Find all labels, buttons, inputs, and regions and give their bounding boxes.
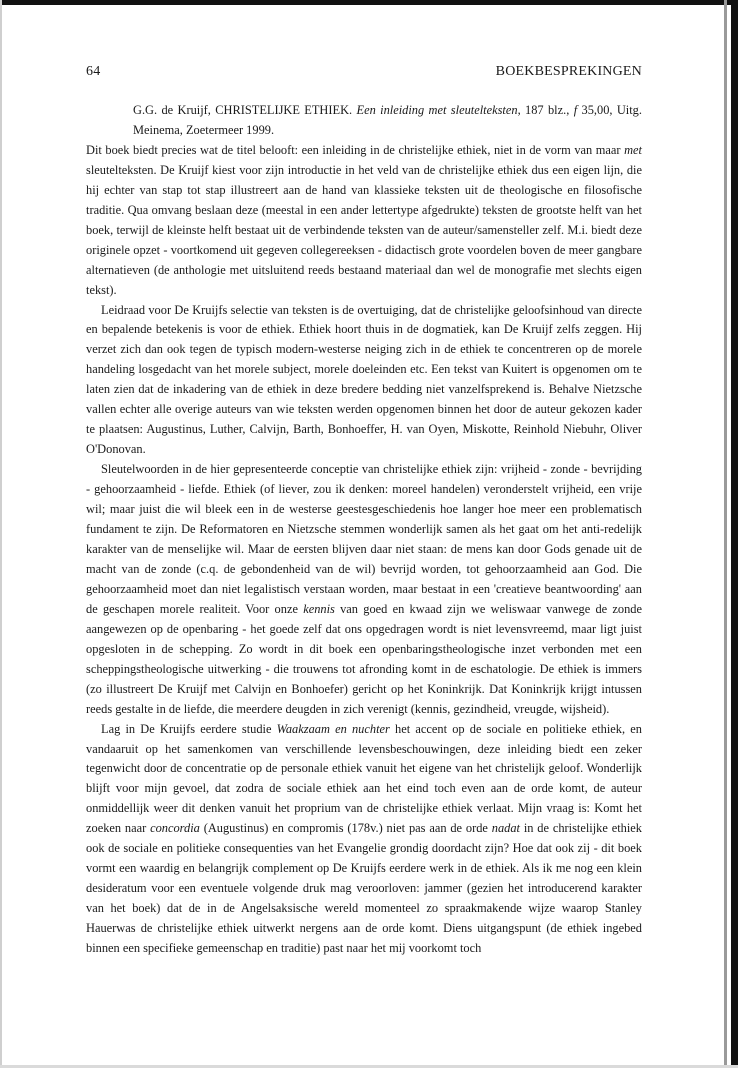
paragraph-4-text-b: het accent op de sociale en politieke ethiek, en vandaaruit op het samenkomen van verschillende levensbeschouwingen, deze inleiding biedt een zeker tegenwicht door de concentratie op de personale ethiek vanuit het eigene van het christelijk geloof. Wonderlijk blijft voor mijn gevoel, dat zodra de sociale ethiek aan het eind toch even aan de orde komt, de auteur onmiddellijk weer dit denken vanuit het proprium van de christelijke ethiek verlaat. Mijn vraag is: Komt het zoeken naar bbox=[86, 721, 642, 836]
citation-pages: , 187 blz., bbox=[517, 103, 574, 117]
scan-edge-left bbox=[0, 0, 2, 1068]
paragraph-3-text-a: Sleutelwoorden in de hier gepresenteerde conceptie van christelijke ethiek zijn: vrijheid - zonde - bevrijding - gehoorzaamheid - liefde. Ethiek (of liever, zou ik denken: moreel handelen) veronderstelt vrijheid, een vrije wil; maar juist die wil bleek een in de westerse geestesgeschiedenis hoe langer hoe meer een problematisch fundament te zijn. De Reformatoren en Nietzsche stemmen wonderlijk samen als het gaat om het anti-redelijk karakter van de menselijke wil. Maar de eersten blijven daar niet staan: de mens kan door Gods genade uit de macht van de zonde (c.q. de gebondenheid van de wil) bevrijd worden, tot gehoorzaamheid aan God. Die gehoorzaamheid moet dan niet legalistisch verstaan worden, maar bestaat in een 'creatieve beantwoording' aan de geschapen morele realiteit. Voor onze bbox=[86, 462, 642, 616]
paragraph-2 bbox=[86, 301, 642, 461]
citation-subtitle: Een inleiding met sleutelteksten bbox=[356, 103, 518, 117]
citation-author-title: G.G. de Kruijf, CHRISTELIJKE ETHIEK. bbox=[133, 103, 353, 117]
citation-publisher: 35,00, Uitg. Meinema, Zoetermeer 1999. bbox=[133, 103, 642, 137]
paragraph-2-text: Leidraad voor De Kruijfs selectie van teksten is de overtuiging, dat de christelijke geloofsinhoud van directe en bepalende betekenis is voor de ethiek. Ethiek hoort thuis in de dogmatiek, kan De Kruijf zelfs zeggen. Hij verzet zich dan ook tegen de typisch modern-westerse neiging zich in de ethiek te concentreren op de morele handeling losgedacht van het morele subject, morele doeleinden etc. Een tekst van Kuitert is opgenomen om te laten zien dat de inkadering van de ethiek in deze bredere bedding niet vanzelfsprekend is. Behalve Nietzsche vallen echter alle overige auteurs van wie teksten werden opgenomen binnen het door de auteur gekozen kader te plaatsen: Augustinus, Luther, Calvijn, Barth, Bonhoeffer, H. van Oyen, Miskotte, Reinhold Niebuhr, Oliver O'Donovan. bbox=[86, 302, 642, 457]
paragraph-4-text-d: in de christelijke ethiek ook de sociale en politieke consequenties van het Evangelie grondig doordacht zijn? Hoe dat ook zij - dit boek vormt een waardig en belangrijk complement op De Kruijfs eerdere werk in de ethiek. Als ik me nog een klein desideratum voor een eventuele volgende druk mag veroorloven: jammer (gezien het introducerend karakter van het boek) dat de in de Angelsaksische wereld momenteel zo spraakmakende wijze waarop Stanley Hauerwas de christelijke ethiek uitwerkt nergens aan de orde komt. Diens uitgangspunt (de ethiek ingebed binnen een specifieke gemeenschap en traditie) past naar het mij voorkomt toch bbox=[86, 821, 642, 956]
paragraph-3-emphasis: kennis bbox=[303, 601, 335, 616]
running-head: BOEKBESPREKINGEN bbox=[495, 64, 642, 79]
scan-edge-right bbox=[731, 0, 738, 1068]
paragraph-4-emphasis-nadat: nadat bbox=[491, 821, 520, 836]
paragraph-3 bbox=[86, 460, 642, 719]
paragraph-1-emphasis: met bbox=[624, 142, 642, 157]
page-number: 64 bbox=[86, 64, 101, 79]
review-body bbox=[86, 101, 642, 959]
citation-currency: f bbox=[573, 103, 578, 117]
paragraph-4-emphasis-concordia: concordia bbox=[150, 821, 200, 836]
paragraph-3-text-b: van goed en kwaad zijn we weliswaar vanwege de zonde aangewezen op de openbaring - het goede zelf dat ons opgedragen wordt is niet levensvreemd, maar ligt juist opgesloten in de schepping. Zo wordt in dit boek een openbaringstheologische inzet verbonden met een scheppingstheologische uitwerking - die trouwens tot afronding komt in de eschatologie. De ethiek is immers (zo illustreert De Kruijf met Calvijn en Bonhoefer) gericht op het Koninkrijk. Dat Koninkrijk krijgt intussen reeds gestalte in de liefde, die meerdere deugden in zich verenigt (kennis, gezindheid, vreugde, wijsheid). bbox=[86, 601, 642, 716]
paragraph-4-text-c: (Augustinus) en compromis (178v.) niet pas aan de orde bbox=[199, 821, 492, 836]
paragraph-1-text-a: Dit boek biedt precies wat de titel belooft: een inleiding in de christelijke ethiek, niet in de vorm van maar bbox=[86, 142, 625, 157]
paragraph-1 bbox=[86, 141, 642, 301]
paragraph-4 bbox=[86, 720, 642, 959]
scan-edge-right-shadow bbox=[724, 0, 727, 1068]
scan-edge-top bbox=[0, 0, 738, 5]
paragraph-4-text-a: Lag in De Kruijfs eerdere studie bbox=[101, 721, 277, 736]
paragraph-1-text-b: sleutelteksten. De Kruijf kiest voor zijn introductie in het veld van de christelijke ethiek dus een eigen lijn, die hij echter van stap tot stap illustreert aan de hand van klassieke teksten uit de theologische en filosofische traditie. Qua omvang beslaan deze (meestal in een ander lettertype afgedrukte) teksten de grootste helft van het boek, terwijl de kleinste helft bestaat uit de verbindende teksten van de auteur/samensteller zelf. M.i. biedt deze originele opzet - voortkomend uit gegeven collegereeksen - didactisch grote voordelen boven de meer gangbare alternatieven (de anthologie met uitsluitend reeds bestaand materiaal dan wel de monografie met slechts eigen tekst). bbox=[86, 162, 642, 297]
page-header bbox=[86, 64, 642, 84]
paragraph-4-emphasis-title: Waakzaam en nuchter bbox=[276, 721, 390, 736]
book-citation bbox=[86, 101, 642, 141]
